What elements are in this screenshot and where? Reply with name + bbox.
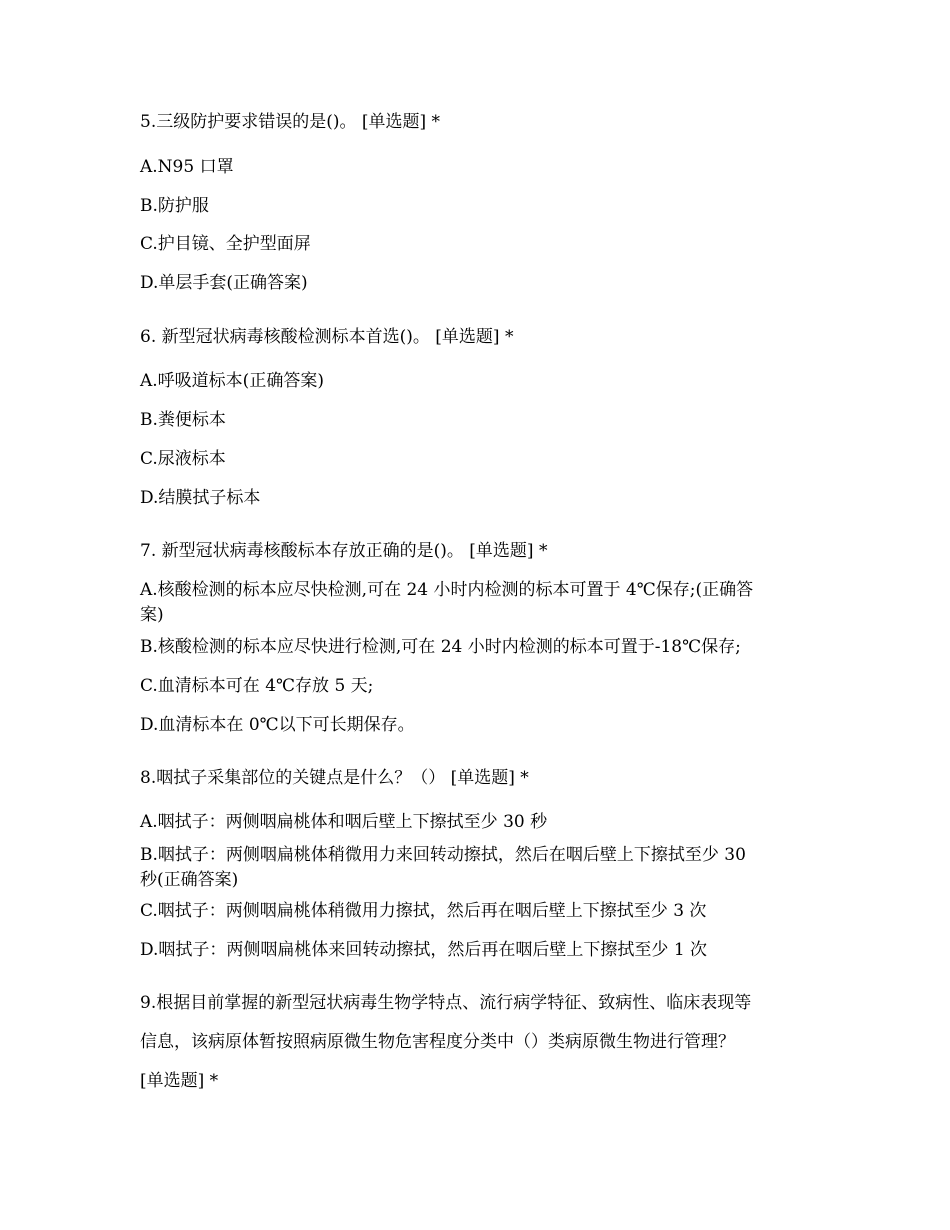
option-a: A.N95 口罩 (140, 157, 234, 177)
option-a-continued: 案) (140, 605, 164, 625)
option-b: B.咽拭子：两侧咽扁桃体稍微用力来回转动擦拭，然后在咽后壁上下擦拭至少 30 (140, 845, 746, 865)
option-c: C.血清标本可在 4℃存放 5 天; (140, 676, 374, 696)
question-title: 7. 新型冠状病毒核酸标本存放正确的是()。 [单选题] * (140, 541, 548, 561)
question-title: 6. 新型冠状病毒核酸检测标本首选()。 [单选题] * (140, 327, 514, 347)
option-a: A.核酸检测的标本应尽快检测,可在 24 小时内检测的标本可置于 4℃保存;(正确答 (140, 580, 754, 600)
option-b-continued: 秒(正确答案) (140, 870, 239, 890)
option-d: D.血清标本在 0℃以下可长期保存。 (140, 715, 415, 735)
option-c: C.尿液标本 (140, 449, 226, 469)
option-c: C.护目镜、全护型面屏 (140, 234, 311, 254)
question-title: 5.三级防护要求错误的是()。 [单选题] * (140, 112, 441, 132)
option-b: B.防护服 (140, 196, 209, 216)
option-d: D.咽拭子：两侧咽扁桃体来回转动擦拭，然后再在咽后壁上下擦拭至少 1 次 (140, 940, 708, 960)
question-title: 8.咽拭子采集部位的关键点是什么？（） [单选题] * (140, 768, 529, 788)
option-b: B.粪便标本 (140, 410, 226, 430)
option-d: D.结膜拭子标本 (140, 488, 261, 508)
option-c: C.咽拭子：两侧咽扁桃体稍微用力擦拭，然后再在咽后壁上下擦拭至少 3 次 (140, 901, 707, 921)
option-a: A.咽拭子：两侧咽扁桃体和咽后壁上下擦拭至少 30 秒 (140, 812, 548, 832)
option-b: B.核酸检测的标本应尽快进行检测,可在 24 小时内检测的标本可置于-18℃保存; (140, 637, 741, 657)
question-title-line-1: 9.根据目前掌握的新型冠状病毒生物学特点、流行病学特征、致病性、临床表现等 (140, 993, 752, 1013)
option-a: A.呼吸道标本(正确答案) (140, 371, 324, 391)
option-d: D.单层手套(正确答案) (140, 273, 308, 293)
question-title-line-2: 信息，该病原体暂按照病原微生物危害程度分类中（）类病原微生物进行管理？ (140, 1032, 735, 1052)
question-title-line-3: [单选题] * (140, 1071, 219, 1091)
